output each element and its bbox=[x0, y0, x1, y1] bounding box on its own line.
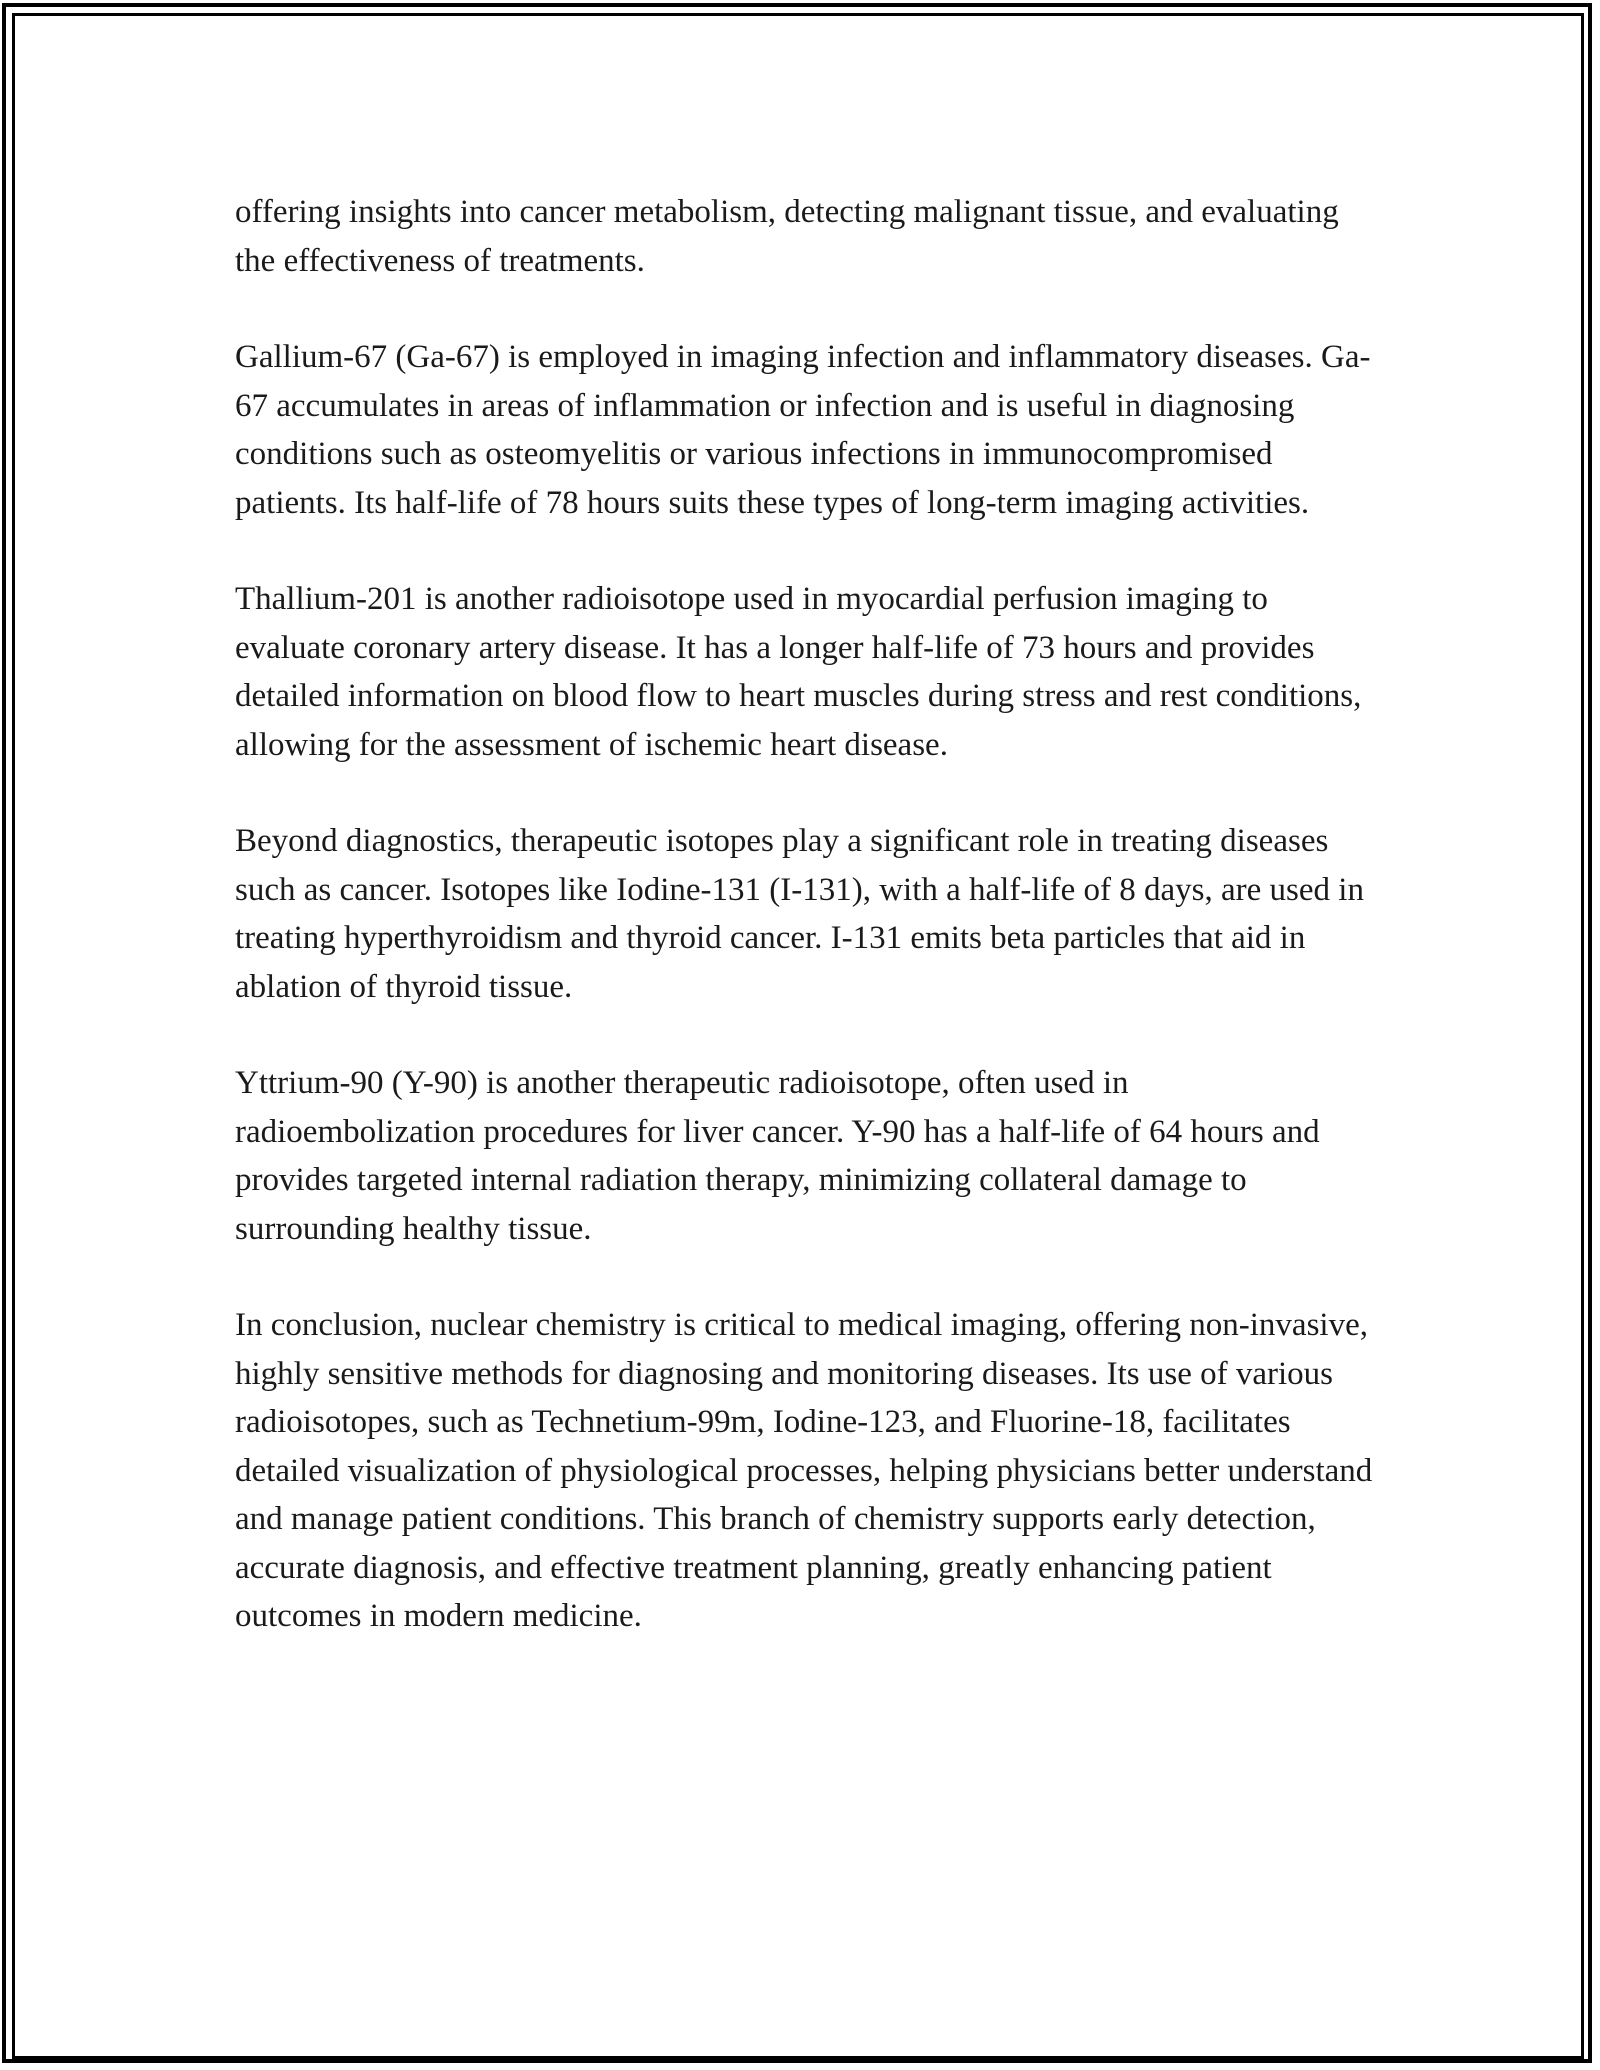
paragraph-cancer-metabolism: offering insights into cancer metabolism, detecting malignant tissue, and evaluating the effectiveness of treatments. bbox=[235, 194, 1339, 279]
document-body bbox=[235, 188, 1375, 1689]
paragraph-thallium-201: Thallium-201 is another radioisotope used in myocardial perfusion imaging to evaluate coronary artery disease. It has a longer half-life of 73 hours and provides detailed information on blood flow to heart muscles during stress and rest conditions, allowing for the assessment of ischemic heart disease. bbox=[235, 581, 1362, 763]
paragraph-gallium-67: Gallium-67 (Ga-67) is employed in imaging infection and inflammatory diseases. Ga-67 accumulates in areas of inflammation or infection and is useful in diagnosing conditions such as osteomyelitis or various infections in immunocompromised patients. Its half-life of 78 hours suits these types of long-term imaging activities. bbox=[235, 339, 1371, 521]
paragraph-therapeutic-isotopes: Beyond diagnostics, therapeutic isotopes play a significant role in treating diseases such as cancer. Isotopes like Iodine-131 (I-131), with a half-life of 8 days, are used in treating hyperthyroidism and thyroid cancer. I-131 emits beta particles that aid in ablation of thyroid tissue. bbox=[235, 823, 1364, 1005]
paragraph-conclusion: In conclusion, nuclear chemistry is critical to medical imaging, offering non-invasive, highly sensitive methods for diagnosing and monitoring diseases. Its use of various radioisotopes, such as Technetium-99m, Iodine-123, and Fluorine-18, facilitates detailed visualization of physiological processes, helping physicians better understand and manage patient conditions. This branch of chemistry supports early detection, accurate diagnosis, and effective treatment planning, greatly enhancing patient outcomes in modern medicine. bbox=[235, 1307, 1373, 1634]
paragraph-yttrium-90: Yttrium-90 (Y-90) is another therapeutic radioisotope, often used in radioembolization procedures for liver cancer. Y-90 has a half-life of 64 hours and provides targeted internal radiation therapy, minimizing collateral damage to surrounding healthy tissue. bbox=[235, 1065, 1320, 1247]
